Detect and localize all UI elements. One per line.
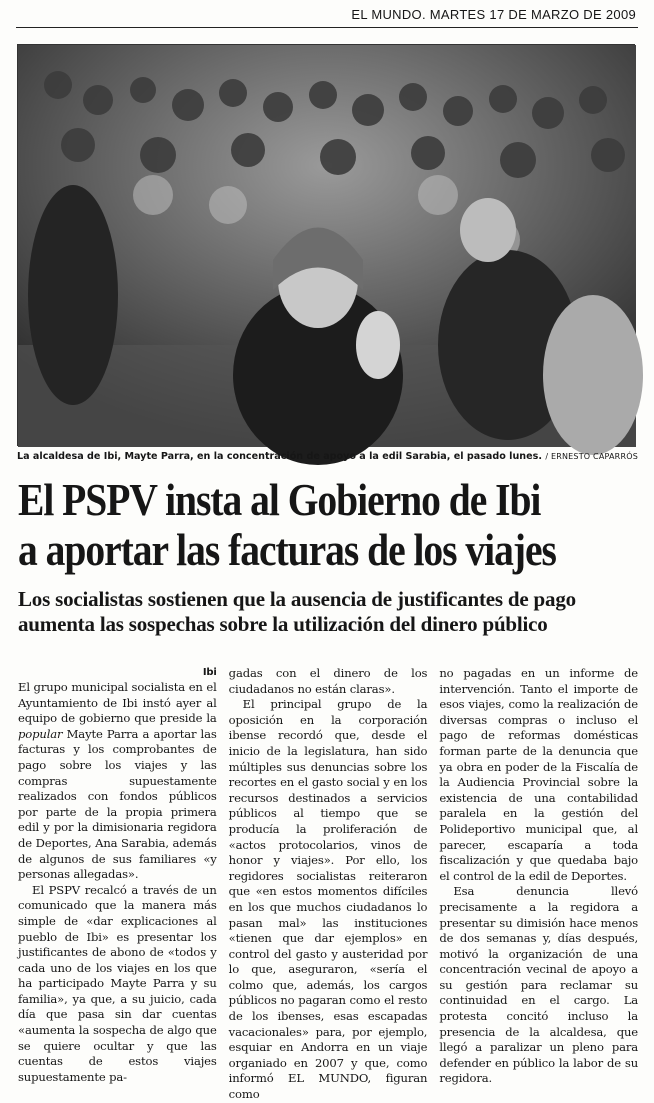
paragraph-emphasis: popular xyxy=(18,726,63,741)
paragraph-text: El grupo municipal socialista en el Ayuntamiento de Ibi instó ayer al equipo de gobierno que preside la xyxy=(18,680,217,726)
page-header xyxy=(0,0,654,30)
article-body xyxy=(18,666,639,1102)
photo-caption xyxy=(17,451,639,467)
caption-text: La alcaldesa de Ibi, Mayte Parra, en la concentración de apoyo a la edil Sarabia, el pasado lunes. xyxy=(17,451,542,462)
paragraph: El PSPV recalcó a través de un comunicado que la manera más simple de «dar explicaciones al pueblo de Ibi» es presentar los justificantes de abono de «todos y cada uno de los viajes en los que ha participado Mayte Parra y su familia», ya que, a su juicio, cada día que pasa sin dar cuentas «aumenta la sospecha de algo que se quiere ocultar y que las cuentas de estos viajes supuestamente pa- xyxy=(18,882,217,1084)
article-dateline: Ibi xyxy=(202,667,217,678)
crowd-photo xyxy=(17,44,635,446)
header-rule xyxy=(16,27,638,28)
paragraph: Esa denuncia llevó precisamente a la regidora a presentar su dimisión hace menos de dos semanas y, días después, motivó la organización de una concentración vecinal de apoyo a su gestión para reclamar su continuidad en el cargo. La protesta concitó incluso la presencia de la alcaldesa, que llegó a paralizar un pleno para defender en público la labor de su regidora. xyxy=(439,884,639,1086)
paragraph-text: Mayte Parra a aportar las facturas y los comprobantes de pago sobre los viajes y las compras supuestamente realizados con fondos públicos por parte de la propia primera edil y por la dimisionaria regidora de Deportes, Ana Sarabia, además de algunos de sus familiares «y personas allegadas». xyxy=(18,726,217,882)
article-column-1 xyxy=(18,666,217,1084)
newspaper-dateline: EL MUNDO. MARTES 17 DE MARZO DE 2009 xyxy=(351,7,636,22)
article-column-3 xyxy=(439,666,639,1086)
headline-line-1: El PSPV insta al Gobierno de Ibi xyxy=(18,474,541,525)
crowd-photo-icon xyxy=(18,45,636,447)
paragraph xyxy=(18,680,217,883)
subhead-line-2: aumenta las sospechas sobre la utilización del dinero público xyxy=(18,612,548,636)
headline xyxy=(18,475,642,575)
subheadline xyxy=(18,587,638,637)
photo-credit: / ERNESTO CAPARRÓS xyxy=(545,452,638,461)
paragraph: no pagadas en un informe de intervención. Tanto el importe de esos viajes, como la realización de diversas compras o incluso el pago de reformas domésticas forman parte de la denuncia que ya obra en poder de la Fiscalía de la Audiencia Provincial sobre la existencia de una contabilidad paralela en la gestión del Polideportivo municipal que, al parecer, escaparía a toda fiscalización y que quedaba bajo el control de la edil de Deportes. xyxy=(439,666,639,883)
headline-line-2: a aportar las facturas de los viajes xyxy=(18,524,556,575)
article-column-2 xyxy=(228,666,428,1102)
paragraph: gadas con el dinero de los ciudadanos no están claras». xyxy=(228,666,428,696)
paragraph: El principal grupo de la oposición en la corporación ibense recordó que, desde el inicio de la legislatura, han sido múltiples sus denuncias sobre los recortes en el gasto social y en los recursos destinados a servicios públicos al tiempo que se producía la proliferación de «actos protocolarios, vinos de honor y viajes». Por ello, los regidores socialistas reiteraron que «en estos momentos difíciles en los que muchos ciudadanos lo pasan mal» las instituciones «tienen que dar ejemplos» en control del gasto y austeridad por lo que, aseguraron, «sería el colmo que, además, los cargos públicos no pagaran como el resto de los ibenses, esas escapadas vacacionales» para, por ejemplo, esquiar en Andorra en un viaje organiado en 2007 y que, como informó EL MUNDO, figuran como xyxy=(228,697,428,1102)
subhead-line-1: Los socialistas sostienen que la ausencia de justificantes de pago xyxy=(18,587,576,611)
